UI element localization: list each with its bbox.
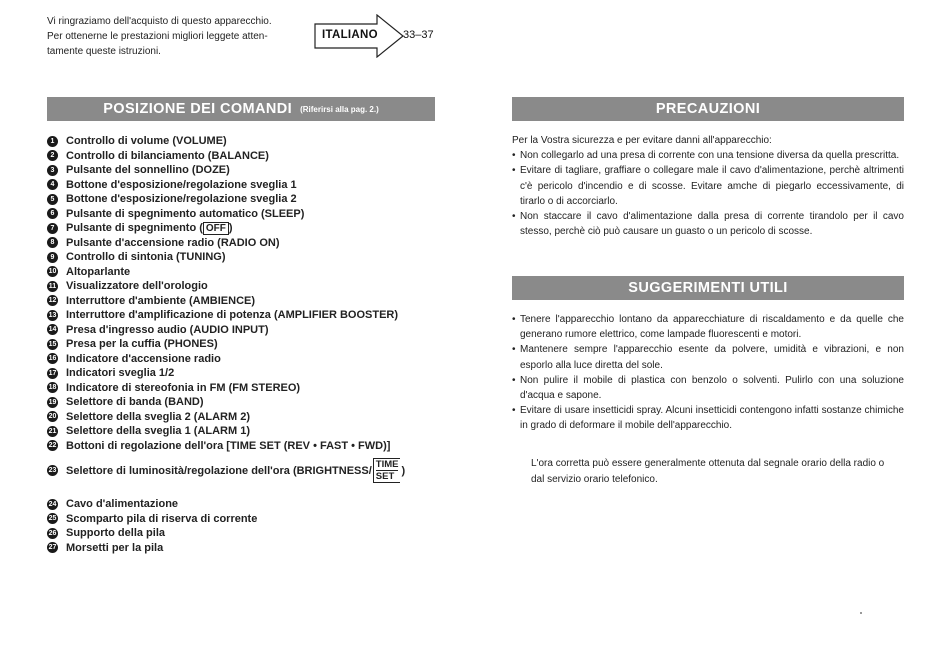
number-badge: 20 bbox=[48, 413, 57, 421]
control-item bbox=[47, 149, 447, 164]
control-item bbox=[47, 439, 447, 454]
suggestions-header bbox=[512, 276, 904, 300]
number-badge: 9 bbox=[47, 252, 58, 263]
control-label-suffix: ) bbox=[401, 464, 406, 477]
control-item bbox=[47, 352, 447, 367]
control-label: Bottoni di regolazione dell'ora [TIME SET (REV • FAST • FWD)] bbox=[66, 439, 391, 452]
control-label: Visualizzatore dell'orologio bbox=[66, 280, 208, 293]
intro-line: Per ottenerne le prestazioni migliori leggete atten- bbox=[47, 31, 268, 42]
control-item bbox=[47, 337, 447, 352]
time-set-bottom: SET bbox=[376, 470, 399, 482]
precautions-text bbox=[512, 133, 904, 239]
control-item bbox=[47, 178, 447, 193]
control-label: Interruttore d'ambiente (AMBIENCE) bbox=[66, 294, 256, 307]
number-badge: 23 bbox=[48, 467, 57, 474]
precautions-title: PRECAUZIONI bbox=[655, 101, 761, 117]
precaution-item: • Non collegarlo ad una presa di corrente con una tensione diversa da quella prescritta. bbox=[512, 148, 904, 163]
number-badge: 27 bbox=[48, 544, 57, 552]
control-item bbox=[47, 424, 447, 439]
precautions-intro: Per la Vostra sicurezza e per evitare danni all'apparecchio: bbox=[512, 135, 772, 146]
control-item bbox=[47, 410, 447, 425]
control-label: Indicatore d'accensione radio bbox=[66, 352, 221, 365]
language-pages: 33–37 bbox=[403, 29, 434, 41]
number-badge: 7 bbox=[47, 223, 58, 234]
suggestion-item: • Mantenere sempre l'apparecchio esente da polvere, umidità e vibrazioni, e non esporlo alla luce diretta del sole. bbox=[512, 342, 904, 372]
number-badge: 26 bbox=[48, 529, 57, 537]
control-item bbox=[47, 192, 447, 207]
off-symbol: OFF bbox=[203, 222, 229, 235]
intro-line: Vi ringraziamo dell'acquisto di questo apparecchio. bbox=[47, 16, 272, 27]
control-label: Interruttore d'amplificazione di potenza (AMPLIFIER BOOSTER) bbox=[66, 309, 399, 322]
control-item bbox=[47, 207, 447, 222]
control-label: Presa d'ingresso audio (AUDIO INPUT) bbox=[66, 323, 269, 336]
control-item bbox=[47, 526, 447, 541]
number-badge: 18 bbox=[48, 384, 57, 392]
intro-text bbox=[47, 14, 312, 59]
control-label: Controllo di volume (VOLUME) bbox=[66, 135, 227, 148]
control-label: Morsetti per la pila bbox=[66, 541, 164, 554]
precaution-item: • Non staccare il cavo d'alimentazione dalla presa di corrente tirandolo per il cavo stesso, perchè ciò può causare un guasto o un pericolo di scosse. bbox=[512, 209, 904, 239]
number-badge: 10 bbox=[48, 268, 57, 276]
control-item bbox=[47, 294, 447, 309]
number-badge: 6 bbox=[47, 208, 58, 219]
controls-section-title: POSIZIONE DEI COMANDI bbox=[103, 101, 293, 117]
number-badge: 13 bbox=[48, 311, 57, 319]
number-badge: 24 bbox=[48, 500, 57, 508]
number-badge: 12 bbox=[48, 297, 57, 305]
control-label: Indicatore di stereofonia in FM (FM STEREO) bbox=[66, 381, 301, 394]
number-badge: 19 bbox=[48, 398, 57, 406]
control-label: Selettore della sveglia 1 (ALARM 1) bbox=[66, 425, 250, 438]
time-note: L'ora corretta può essere generalmente ottenuta dal segnale orario della radio o dal servizio orario telefonico. bbox=[531, 458, 885, 485]
control-label: Supporto della pila bbox=[66, 527, 166, 540]
control-label: Altoparlante bbox=[66, 265, 131, 278]
control-item bbox=[47, 308, 447, 323]
number-badge: 1 bbox=[47, 136, 58, 147]
number-badge: 5 bbox=[47, 194, 58, 205]
control-item bbox=[47, 453, 447, 488]
control-label: Controllo di sintonia (TUNING) bbox=[66, 251, 226, 264]
number-badge: 8 bbox=[47, 237, 58, 248]
controls-section-header bbox=[47, 97, 435, 121]
control-item bbox=[47, 512, 447, 527]
control-label: Indicatori sveglia 1/2 bbox=[66, 367, 175, 380]
time-set-symbol bbox=[373, 458, 401, 483]
control-item bbox=[47, 497, 447, 512]
number-badge: 25 bbox=[48, 515, 57, 523]
control-item bbox=[47, 381, 447, 396]
control-label: Selettore della sveglia 2 (ALARM 2) bbox=[66, 410, 250, 423]
control-item bbox=[47, 163, 447, 178]
control-label: Pulsante d'accensione radio (RADIO ON) bbox=[66, 236, 280, 249]
number-badge: 15 bbox=[48, 340, 57, 348]
number-badge: 11 bbox=[48, 282, 57, 290]
number-badge: 2 bbox=[47, 150, 58, 161]
suggestion-item: • Non pulire il mobile di plastica con benzolo o solventi. Pulirlo con una soluzione d'acqua e sapone. bbox=[512, 373, 904, 403]
controls-list bbox=[47, 134, 447, 555]
number-badge: 21 bbox=[48, 427, 57, 435]
control-label: Selettore di banda (BAND) bbox=[66, 396, 204, 409]
suggestions-list bbox=[512, 312, 904, 434]
control-item bbox=[47, 221, 447, 236]
number-badge: 16 bbox=[48, 355, 57, 363]
control-item bbox=[47, 366, 447, 381]
suggestion-item: • Evitare di usare insetticidi spray. Alcuni insetticidi contengono infatti sostanze chimiche in grado di deformare il mobile dell'apparecchio. bbox=[512, 403, 904, 433]
number-badge: 17 bbox=[48, 369, 57, 377]
language-label: ITALIANO bbox=[322, 29, 378, 41]
control-label: Selettore di luminosità/regolazione dell'ora (BRIGHTNESS/ bbox=[66, 464, 372, 477]
control-label: Presa per la cuffia (PHONES) bbox=[66, 338, 218, 351]
controls-section-subtitle: (Riferirsi alla pag. 2.) bbox=[300, 104, 379, 114]
precautions-header bbox=[512, 97, 904, 121]
control-label: Scomparto pila di riserva di corrente bbox=[66, 512, 258, 525]
control-item bbox=[47, 323, 447, 338]
control-label: Pulsante di spegnimento ( bbox=[66, 222, 203, 235]
intro-line: tamente queste istruzioni. bbox=[47, 46, 161, 57]
number-badge: 4 bbox=[47, 179, 58, 190]
number-badge: 3 bbox=[47, 165, 58, 176]
precautions-list bbox=[512, 148, 904, 239]
control-item bbox=[47, 265, 447, 280]
suggestion-item: • Tenere l'apparecchio lontano da apparecchiature di riscaldamento e da quelle che generano rumore elettrico, come lampade fluorescenti e motori. bbox=[512, 312, 904, 342]
suggestions-text bbox=[512, 312, 904, 434]
control-label: Bottone d'esposizione/regolazione sveglia 1 bbox=[66, 178, 297, 191]
control-label: Controllo di bilanciamento (BALANCE) bbox=[66, 149, 269, 162]
suggestions-title: SUGGERIMENTI UTILI bbox=[628, 280, 788, 296]
time-set-top: TIME bbox=[375, 459, 399, 470]
control-item bbox=[47, 250, 447, 265]
precaution-item: • Evitare di tagliare, graffiare o collegare male il cavo d'alimentazione, perchè altrimenti c'è pericolo d'incendio e di scosse. Evitare amche di piegarlo eccessivamente, di tirarlo o di accorciarlo. bbox=[512, 163, 904, 209]
control-label: Pulsante del sonnellino (DOZE) bbox=[66, 164, 230, 177]
number-badge: 22 bbox=[48, 442, 57, 450]
speck bbox=[860, 612, 862, 614]
control-item bbox=[47, 134, 447, 149]
control-label-suffix: ) bbox=[228, 222, 233, 235]
control-item bbox=[47, 541, 447, 556]
number-badge: 14 bbox=[48, 326, 57, 334]
control-item bbox=[47, 279, 447, 294]
control-item bbox=[47, 236, 447, 251]
control-item bbox=[47, 395, 447, 410]
control-label: Pulsante di spegnimento automatico (SLEEP) bbox=[66, 207, 305, 220]
control-label: Bottone d'esposizione/regolazione sveglia 2 bbox=[66, 193, 297, 206]
control-label: Cavo d'alimentazione bbox=[66, 498, 179, 511]
